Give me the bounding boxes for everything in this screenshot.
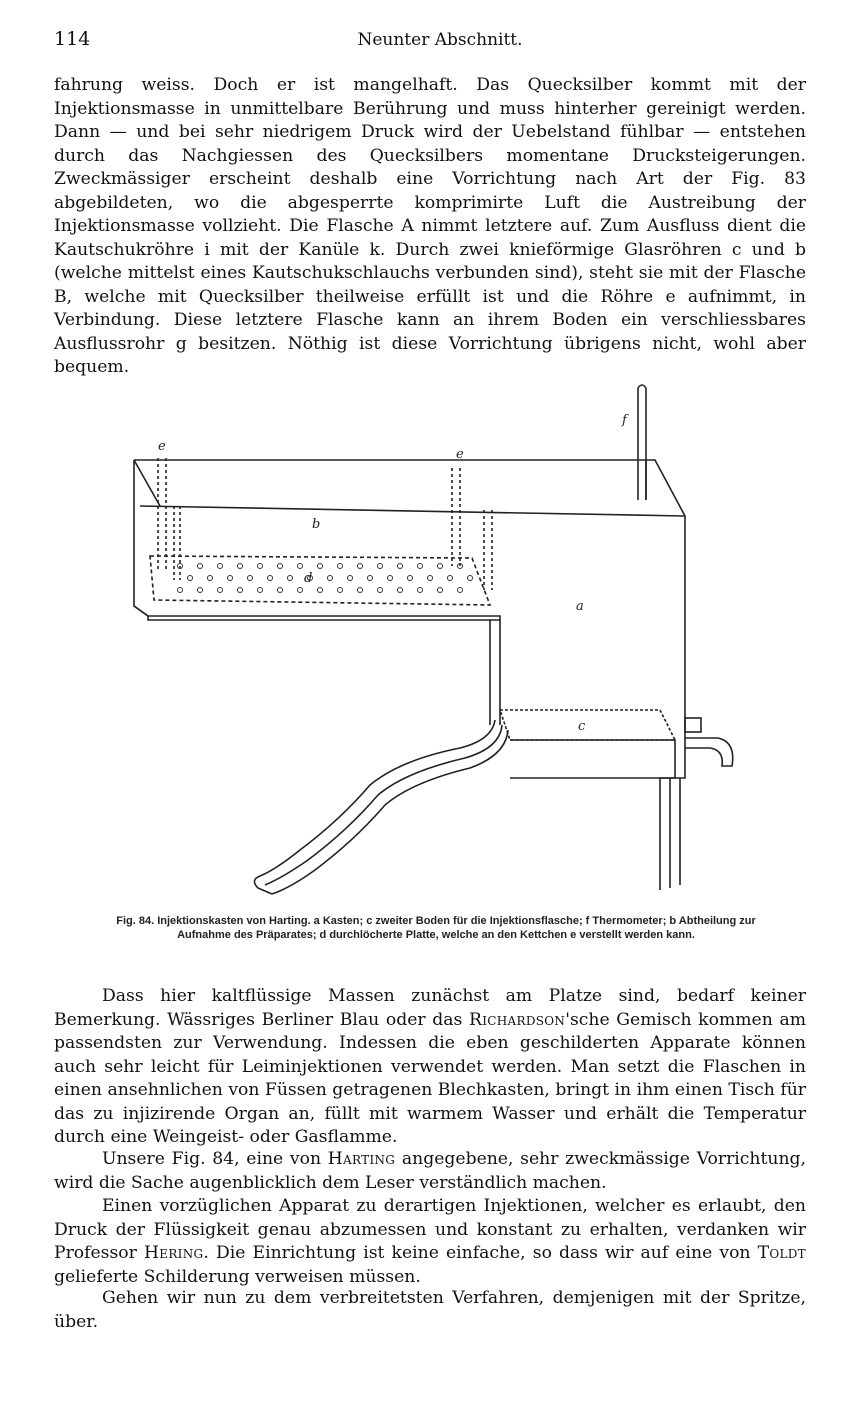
paragraph-2-text-a: Dass hier kaltflüssige Massen zunächst am Platze sind, bedarf keiner Bemerkung. Wässriges Berliner Blau oder das xyxy=(54,986,806,1030)
paragraph-4-text-c: gelieferte Schilderung verweisen müssen. xyxy=(54,1266,421,1287)
label-a: a xyxy=(576,599,584,614)
label-e-left: e xyxy=(158,439,166,454)
author-name-richardson: Richardson xyxy=(469,1009,566,1030)
figure-caption: Fig. 84. Injektionskasten von Harting. a Kasten; c zweiter Boden für die Injektionsflasche; f Thermometer; b Abtheilung zur Aufnahme des Präparates; d durchlöcherte Platte, welche an den Kettchen e verstellt werden kann. xyxy=(116,915,756,941)
figure-injektionskasten xyxy=(100,380,760,920)
paragraph-4-text-a: Einen vorzüglichen Apparat zu derartigen Injektionen, welcher es erlaubt, den Druck der Flüssigkeit genau abzumessen und konstant zu erhalten, verdanken wir Professor xyxy=(54,1196,806,1263)
author-name-toldt: Toldt xyxy=(757,1243,806,1263)
paragraph-2 xyxy=(54,985,806,1150)
label-d: d xyxy=(304,571,313,586)
paragraph-3 xyxy=(54,1148,806,1195)
paragraph-3-text-b: angegebene, sehr zweckmässige Vorrichtung, wird die Sache augenblicklich dem Leser verständlich machen. xyxy=(54,1149,807,1193)
paragraph-5: Gehen wir nun zu dem verbreitetsten Verfahren, demjenigen mit der Spritze, über. xyxy=(54,1288,806,1332)
page-header xyxy=(0,28,860,54)
running-head: Neunter Abschnitt. xyxy=(357,30,523,50)
paragraph-3-text-a: Unsere Fig. 84, eine von xyxy=(102,1149,328,1169)
apparatus-drawing xyxy=(100,380,760,920)
paragraph-4-text-b: . Die Einrichtung ist keine einfache, so dass wir auf eine von xyxy=(203,1243,758,1263)
paragraph-4 xyxy=(54,1195,806,1289)
label-e-right: e xyxy=(456,447,464,462)
label-f: f xyxy=(622,413,627,428)
page-number: 114 xyxy=(54,28,91,50)
label-b: b xyxy=(312,517,321,532)
paragraph-1: fahrung weiss. Doch er ist mangelhaft. Das Quecksilber kommt mit der Injektionsmasse in unmittelbare Berührung und muss hinterher gereinigt werden. Dann — und bei sehr niedrigem Druck wird der Uebelstand fühlbar — entstehen durch das Nachgiessen des Quecksilbers momentane Drucksteigerungen. Zweckmässiger erscheint deshalb eine Vorrichtung nach Art der Fig. 83 abgebildeten, wo die abgesperrte komprimirte Luft die Austreibung der Injektionsmasse vollzieht. Die Flasche A nimmt letztere auf. Zum Ausfluss dient die Kautschukröhre i mit der Kanüle k. Durch zwei knieförmige Glasröhren c und b (welche mittelst eines Kautschukschlauchs verbunden sind), steht sie mit der Flasche B, welche mit Quecksilber theilweise erfüllt ist und die Röhre e aufnimmt, in Verbindung. Diese letztere Flasche kann an ihrem Boden ein verschliessbares Ausflussrohr g besitzen. Nöthig ist diese Vorrichtung übrigens nicht, wohl aber bequem. xyxy=(54,75,806,377)
author-name-harting: Harting xyxy=(327,1149,396,1169)
paragraph-2-text-b: 'sche Gemisch kommen am passendsten zur Verwendung. Indessen die eben geschilderten Apparate können auch sehr leicht für Leiminjektionen verwendet werden. Man setzt die Flaschen in einen ansehnlichen von Füssen getragenen Blechkasten, bringt in ihm einen Tisch für das zu injizirende Organ an, füllt mit warmem Wasser und erhält die Temperatur durch eine Weingeist- oder Gasflamme. xyxy=(54,1009,806,1147)
label-c: c xyxy=(578,719,586,734)
author-name-hering: Hering xyxy=(143,1243,204,1263)
